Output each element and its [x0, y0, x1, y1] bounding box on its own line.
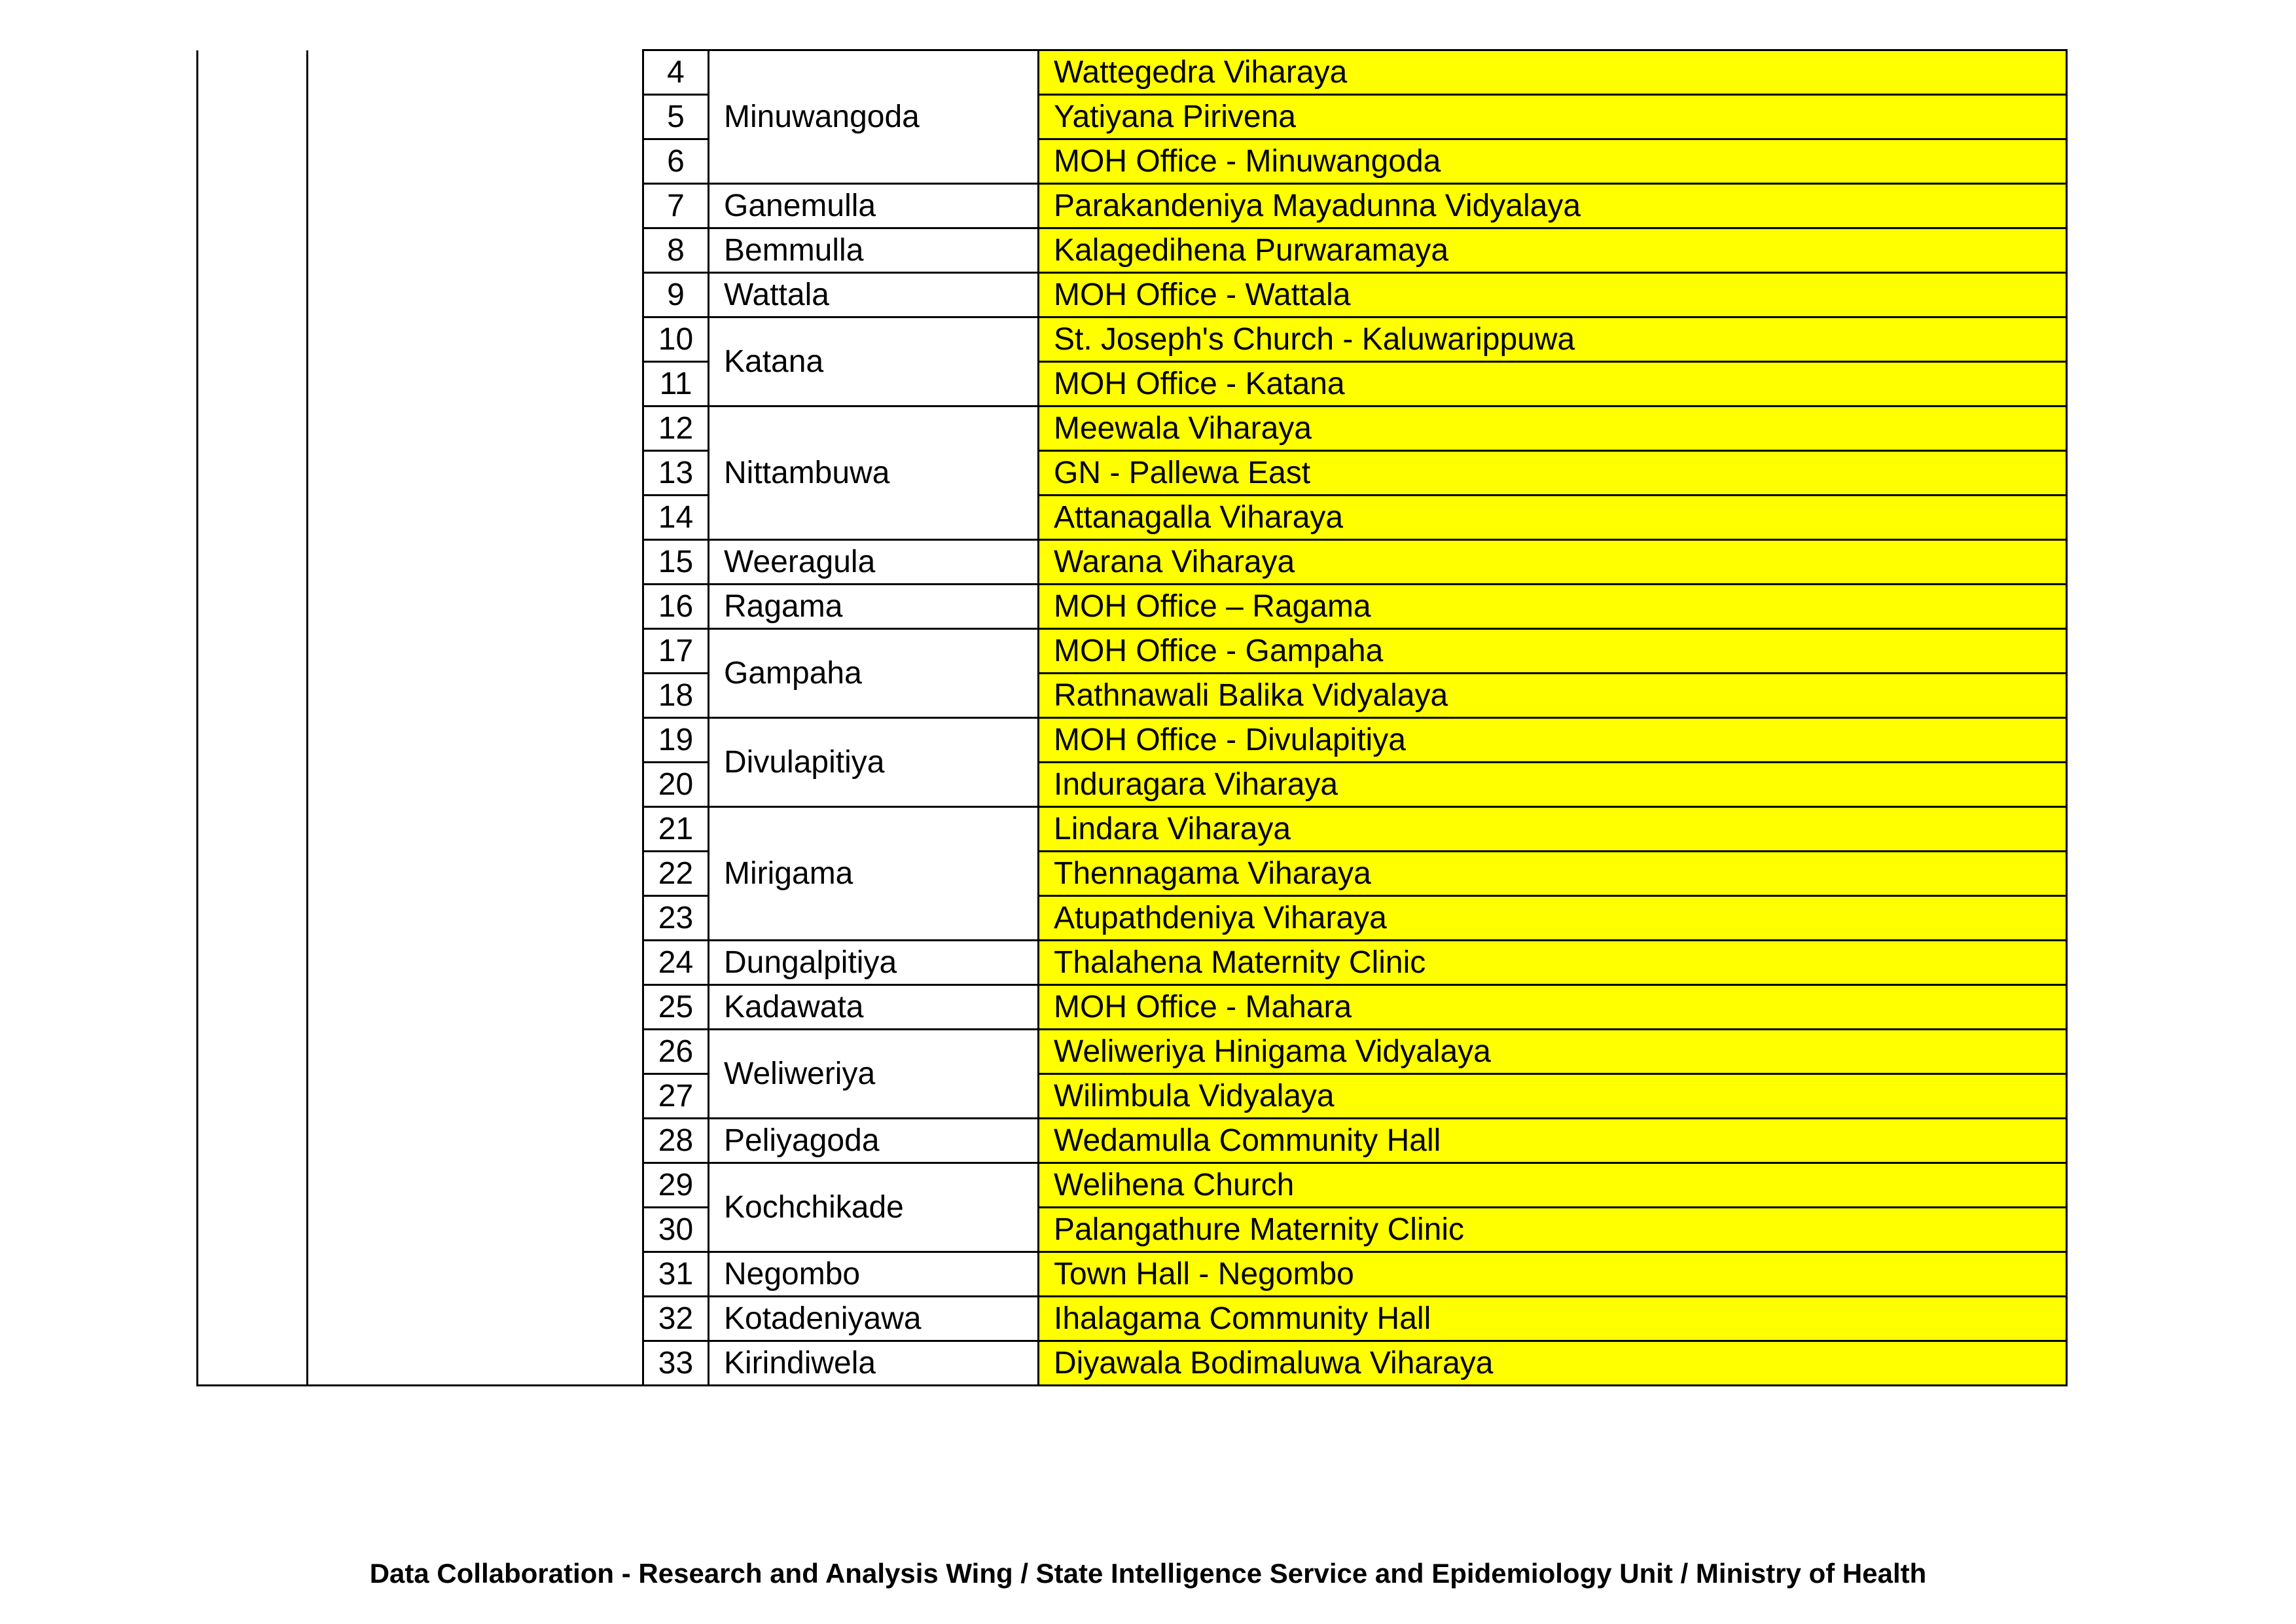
- table-row: [198, 50, 2067, 95]
- row-number: 6: [643, 139, 709, 184]
- vaccination-centre: MOH Office - Wattala: [1039, 273, 2067, 317]
- vaccination-centre: Ihalagama Community Hall: [1039, 1297, 2067, 1341]
- vaccination-centre: Induragara Viharaya: [1039, 763, 2067, 807]
- vaccination-centre: Attanagalla Viharaya: [1039, 496, 2067, 540]
- vaccination-centre: Wilimbula Vidyalaya: [1039, 1074, 2067, 1119]
- moh-area: Ganemulla: [709, 184, 1039, 228]
- vaccination-centre: Town Hall - Negombo: [1039, 1252, 2067, 1297]
- row-number: 32: [643, 1297, 709, 1341]
- moh-area: Negombo: [709, 1252, 1039, 1297]
- vaccination-centre: Weliweriya Hinigama Vidyalaya: [1039, 1030, 2067, 1074]
- vaccination-centre: MOH Office - Katana: [1039, 362, 2067, 406]
- moh-area: Kotadeniyawa: [709, 1297, 1039, 1341]
- vaccination-centre: Wedamulla Community Hall: [1039, 1119, 2067, 1163]
- row-number: 13: [643, 451, 709, 496]
- vaccination-centre: Kalagedihena Purwaramaya: [1039, 228, 2067, 273]
- vaccination-centre: MOH Office - Mahara: [1039, 985, 2067, 1030]
- moh-area: Weliweriya: [709, 1030, 1039, 1119]
- vaccination-centre: MOH Office - Gampaha: [1039, 629, 2067, 674]
- vaccination-centres-table: [196, 49, 2068, 1386]
- vaccination-centre: Palangathure Maternity Clinic: [1039, 1208, 2067, 1252]
- moh-area: Mirigama: [709, 807, 1039, 941]
- moh-area: Bemmulla: [709, 228, 1039, 273]
- moh-area: Ragama: [709, 585, 1039, 629]
- row-number: 12: [643, 406, 709, 451]
- row-number: 26: [643, 1030, 709, 1074]
- row-number: 33: [643, 1341, 709, 1386]
- row-number: 29: [643, 1163, 709, 1208]
- row-number: 9: [643, 273, 709, 317]
- vaccination-centre: Rathnawali Balika Vidyalaya: [1039, 674, 2067, 718]
- row-number: 20: [643, 763, 709, 807]
- vaccination-centre: Warana Viharaya: [1039, 540, 2067, 585]
- row-number: 15: [643, 540, 709, 585]
- vaccination-centre: MOH Office - Divulapitiya: [1039, 718, 2067, 763]
- vaccination-centre: GN - Pallewa East: [1039, 451, 2067, 496]
- vaccination-centre: Lindara Viharaya: [1039, 807, 2067, 852]
- row-number: 31: [643, 1252, 709, 1297]
- row-number: 10: [643, 317, 709, 362]
- moh-area: Weeragula: [709, 540, 1039, 585]
- vaccination-centre: Meewala Viharaya: [1039, 406, 2067, 451]
- moh-area: Peliyagoda: [709, 1119, 1039, 1163]
- row-number: 16: [643, 585, 709, 629]
- row-number: 5: [643, 95, 709, 139]
- row-number: 28: [643, 1119, 709, 1163]
- vaccination-centre: Diyawala Bodimaluwa Viharaya: [1039, 1341, 2067, 1386]
- moh-area: Kadawata: [709, 985, 1039, 1030]
- vaccination-centre: Atupathdeniya Viharaya: [1039, 896, 2067, 941]
- row-number: 22: [643, 852, 709, 896]
- moh-area: Dungalpitiya: [709, 941, 1039, 985]
- moh-area: Wattala: [709, 273, 1039, 317]
- row-number: 14: [643, 496, 709, 540]
- moh-area: Kirindiwela: [709, 1341, 1039, 1386]
- moh-area: Divulapitiya: [709, 718, 1039, 807]
- vaccination-centre: Parakandeniya Mayadunna Vidyalaya: [1039, 184, 2067, 228]
- vaccination-centre: Yatiyana Pirivena: [1039, 95, 2067, 139]
- empty-column-2: [308, 50, 643, 1386]
- row-number: 23: [643, 896, 709, 941]
- row-number: 7: [643, 184, 709, 228]
- row-number: 24: [643, 941, 709, 985]
- row-number: 17: [643, 629, 709, 674]
- row-number: 19: [643, 718, 709, 763]
- vaccination-centre: St. Joseph's Church - Kaluwarippuwa: [1039, 317, 2067, 362]
- row-number: 27: [643, 1074, 709, 1119]
- vaccination-centre: Thalahena Maternity Clinic: [1039, 941, 2067, 985]
- row-number: 25: [643, 985, 709, 1030]
- vaccination-centre: MOH Office – Ragama: [1039, 585, 2067, 629]
- row-number: 8: [643, 228, 709, 273]
- vaccination-centre: Thennagama Viharaya: [1039, 852, 2067, 896]
- moh-area: Kochchikade: [709, 1163, 1039, 1252]
- footer-credit: Data Collaboration - Research and Analysis Wing / State Intelligence Service and Epidemiology Unit / Ministry of Health: [369, 1558, 1927, 1589]
- vaccination-centre: Wattegedra Viharaya: [1039, 50, 2067, 95]
- vaccination-centre: Welihena Church: [1039, 1163, 2067, 1208]
- moh-area: Katana: [709, 317, 1039, 406]
- row-number: 11: [643, 362, 709, 406]
- moh-area: Gampaha: [709, 629, 1039, 718]
- row-number: 18: [643, 674, 709, 718]
- moh-area: Minuwangoda: [709, 50, 1039, 184]
- vaccination-centre: MOH Office - Minuwangoda: [1039, 139, 2067, 184]
- moh-area: Nittambuwa: [709, 406, 1039, 540]
- row-number: 21: [643, 807, 709, 852]
- row-number: 4: [643, 50, 709, 95]
- empty-column-1: [198, 50, 308, 1386]
- row-number: 30: [643, 1208, 709, 1252]
